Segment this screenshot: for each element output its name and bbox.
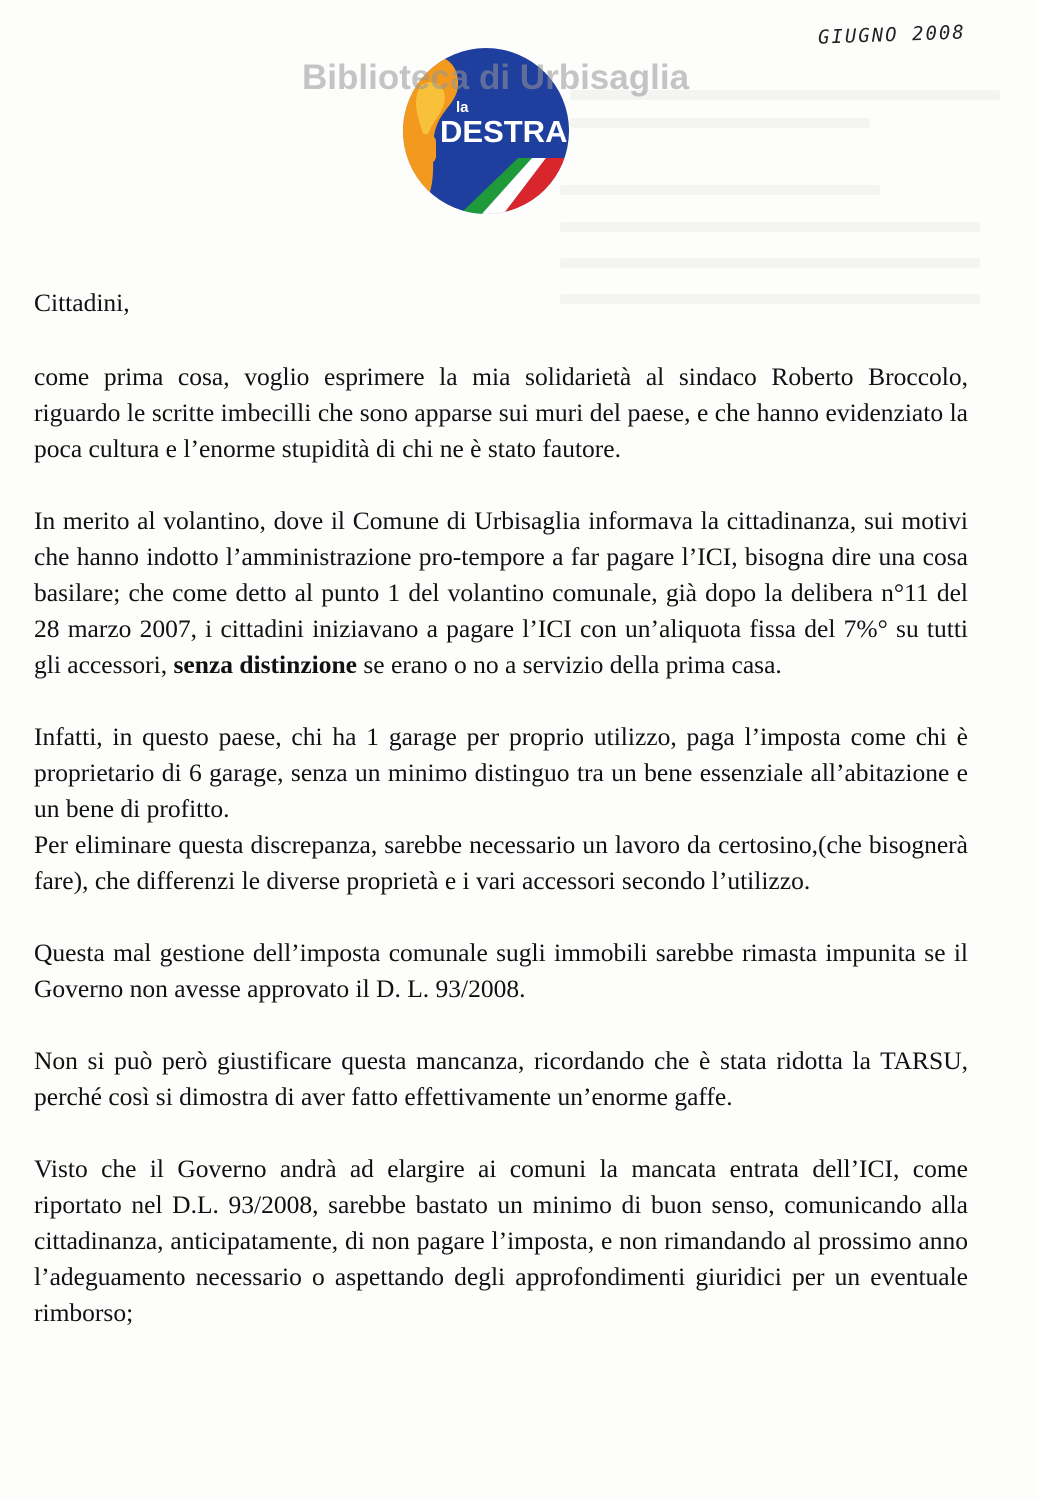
handwritten-date: GIUGNO 2008 — [817, 21, 967, 49]
paragraph-ici-flyer-text-end: se erano o no a servizio della prima casa. — [356, 650, 782, 679]
paragraph-mal-gestione: Questa mal gestione dell’imposta comunale sugli immobili sarebbe rimasta impunita se il Governo non avesse approvato il D. L. 93/2008. — [34, 938, 968, 1003]
paragraph-tarsu: Non si può però giustificare questa mancanza, ricordando che è stata ridotta la TARSU, perché così si dimostra di aver fatto effettivamente un’enorme gaffe. — [34, 1046, 968, 1111]
logo-text-small: la — [456, 99, 469, 116]
bleed-through-mark — [560, 185, 880, 195]
logo-text-big: DESTRA — [440, 114, 568, 149]
paragraph-ici-flyer — [34, 503, 968, 683]
paragraph-solidarity: come prima cosa, voglio esprimere la mia solidarietà al sindaco Roberto Broccolo, riguardo le scritte imbecilli che sono apparse sui muri del paese, e che hanno evidenziato la poca cultura e l’enorme stupidità di chi ne è stato fautore. — [34, 362, 968, 463]
library-watermark: Biblioteca di Urbisaglia — [302, 58, 690, 97]
paragraph-governo: Visto che il Governo andrà ad elargire ai comuni la mancata entrata dell’ICI, come riportato nel D.L. 93/2008, sarebbe bastato un minimo di buon senso, comunicando alla cittadinanza, anticipatamente, di non pagare l’imposta, e non rimandando al prossimo anno l’adeguamento necessario o aspettando degli approfondimenti giuridici per un eventuale rimborso; — [34, 1154, 968, 1327]
paragraph-discrepanza: Per eliminare questa discrepanza, sarebbe necessario un lavoro da certosino,(che bisognerà fare), che differenzi le diverse proprietà e i vari accessori secondo l’utilizzo. — [34, 830, 968, 895]
bleed-through-mark — [560, 258, 980, 268]
bleed-through-mark — [560, 222, 980, 232]
paragraph-garage: Infatti, in questo paese, chi ha 1 garage per proprio utilizzo, paga l’imposta come chi è proprietario di 6 garage, senza un minimo distinguo tra un bene essenziale all’abitazione e un bene di profitto. — [34, 722, 968, 823]
bleed-through-mark — [570, 118, 870, 128]
salutation: Cittadini, — [34, 288, 130, 317]
emphasis-senza-distinzione: senza distinzione — [173, 650, 357, 679]
letter-body — [34, 285, 968, 1367]
paragraph-ici-flyer-text: In merito al volantino, dove il Comune di Urbisaglia informava la cittadinanza, sui motivi che hanno indotto l’amministrazione pro-tempore a far pagare l’ICI, bisogna dire una cosa basilare; che come detto al punto 1 del volantino comunale, già dopo la delibera n°11 del 28 marzo 2007, i cittadini iniziavano a pagare l’ICI con un’aliquota fissa del 7%° su tutti gli accessori, — [34, 506, 968, 679]
